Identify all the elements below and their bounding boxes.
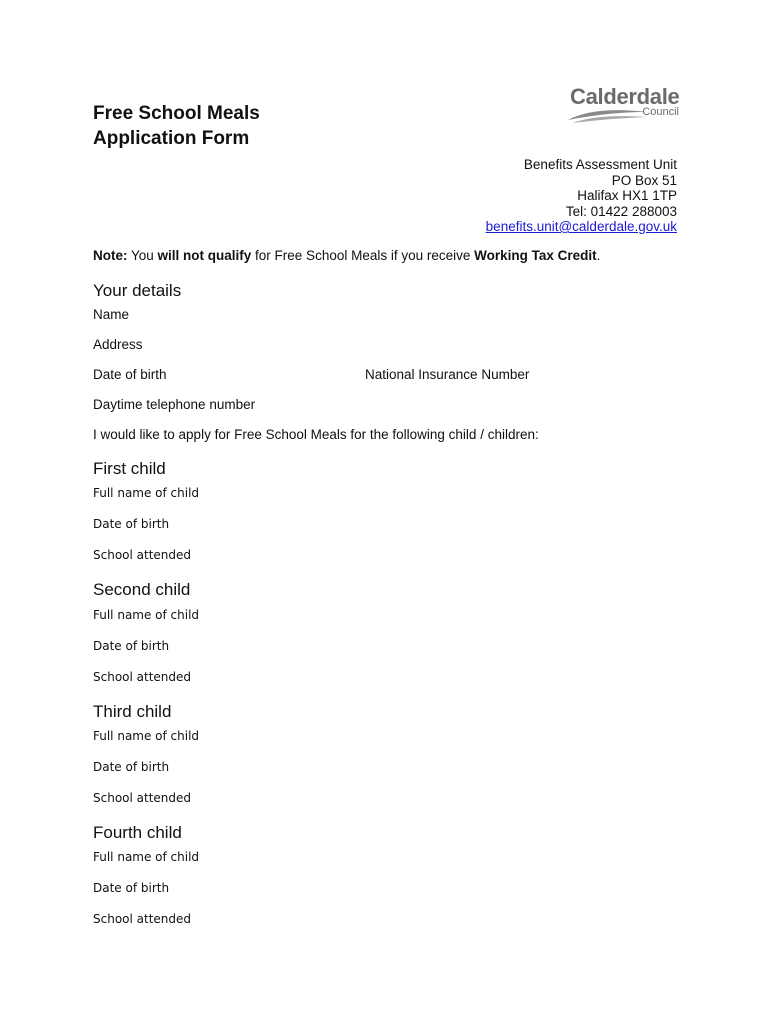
note-label: Note: [93, 248, 128, 263]
address-email-link[interactable]: benefits.unit@calderdale.gov.uk [485, 219, 677, 234]
child4-school-label: School attended [93, 912, 192, 926]
logo-swoosh-icon [566, 106, 648, 124]
form-title-line1: Free School Meals [93, 103, 260, 124]
child4-full-name-label: Full name of child [93, 850, 200, 864]
child1-dob-label: Date of birth [93, 517, 170, 531]
child1-full-name-label: Full name of child [93, 486, 200, 500]
dob-label: Date of birth [93, 367, 167, 382]
note-text-1: You [127, 248, 158, 263]
child2-dob-label: Date of birth [93, 639, 170, 653]
apply-statement: I would like to apply for Free School Meals for the following child / children: [93, 427, 539, 442]
third-child-heading: Third child [93, 702, 172, 721]
calderdale-logo [566, 84, 681, 130]
address-label: Address [93, 337, 143, 352]
ni-number-label: National Insurance Number [365, 367, 530, 382]
fourth-child-heading: Fourth child [93, 823, 182, 842]
address-box: PO Box 51 [611, 173, 677, 188]
child2-full-name-label: Full name of child [93, 608, 200, 622]
first-child-heading: First child [93, 459, 166, 478]
name-label: Name [93, 307, 130, 322]
form-title-line2: Application Form [93, 128, 250, 149]
note-text-2: for Free School Meals if you receive [251, 248, 475, 263]
logo-council: Council [642, 106, 679, 118]
phone-label: Daytime telephone number [93, 397, 256, 412]
child1-school-label: School attended [93, 548, 192, 562]
child2-school-label: School attended [93, 670, 192, 684]
logo-wordmark: Calderdale [570, 84, 680, 109]
address-town: Halifax HX1 1TP [577, 188, 677, 203]
address-tel: Tel: 01422 288003 [565, 204, 677, 219]
address-unit: Benefits Assessment Unit [523, 157, 677, 172]
child4-dob-label: Date of birth [93, 881, 170, 895]
child3-full-name-label: Full name of child [93, 729, 200, 743]
note-bold-1: will not qualify [157, 248, 252, 263]
your-details-heading: Your details [93, 281, 182, 300]
child3-dob-label: Date of birth [93, 760, 170, 774]
qualification-note [93, 248, 600, 263]
second-child-heading: Second child [93, 580, 191, 599]
note-text-3: . [596, 248, 601, 263]
child3-school-label: School attended [93, 791, 192, 805]
note-bold-2: Working Tax Credit [474, 248, 597, 263]
